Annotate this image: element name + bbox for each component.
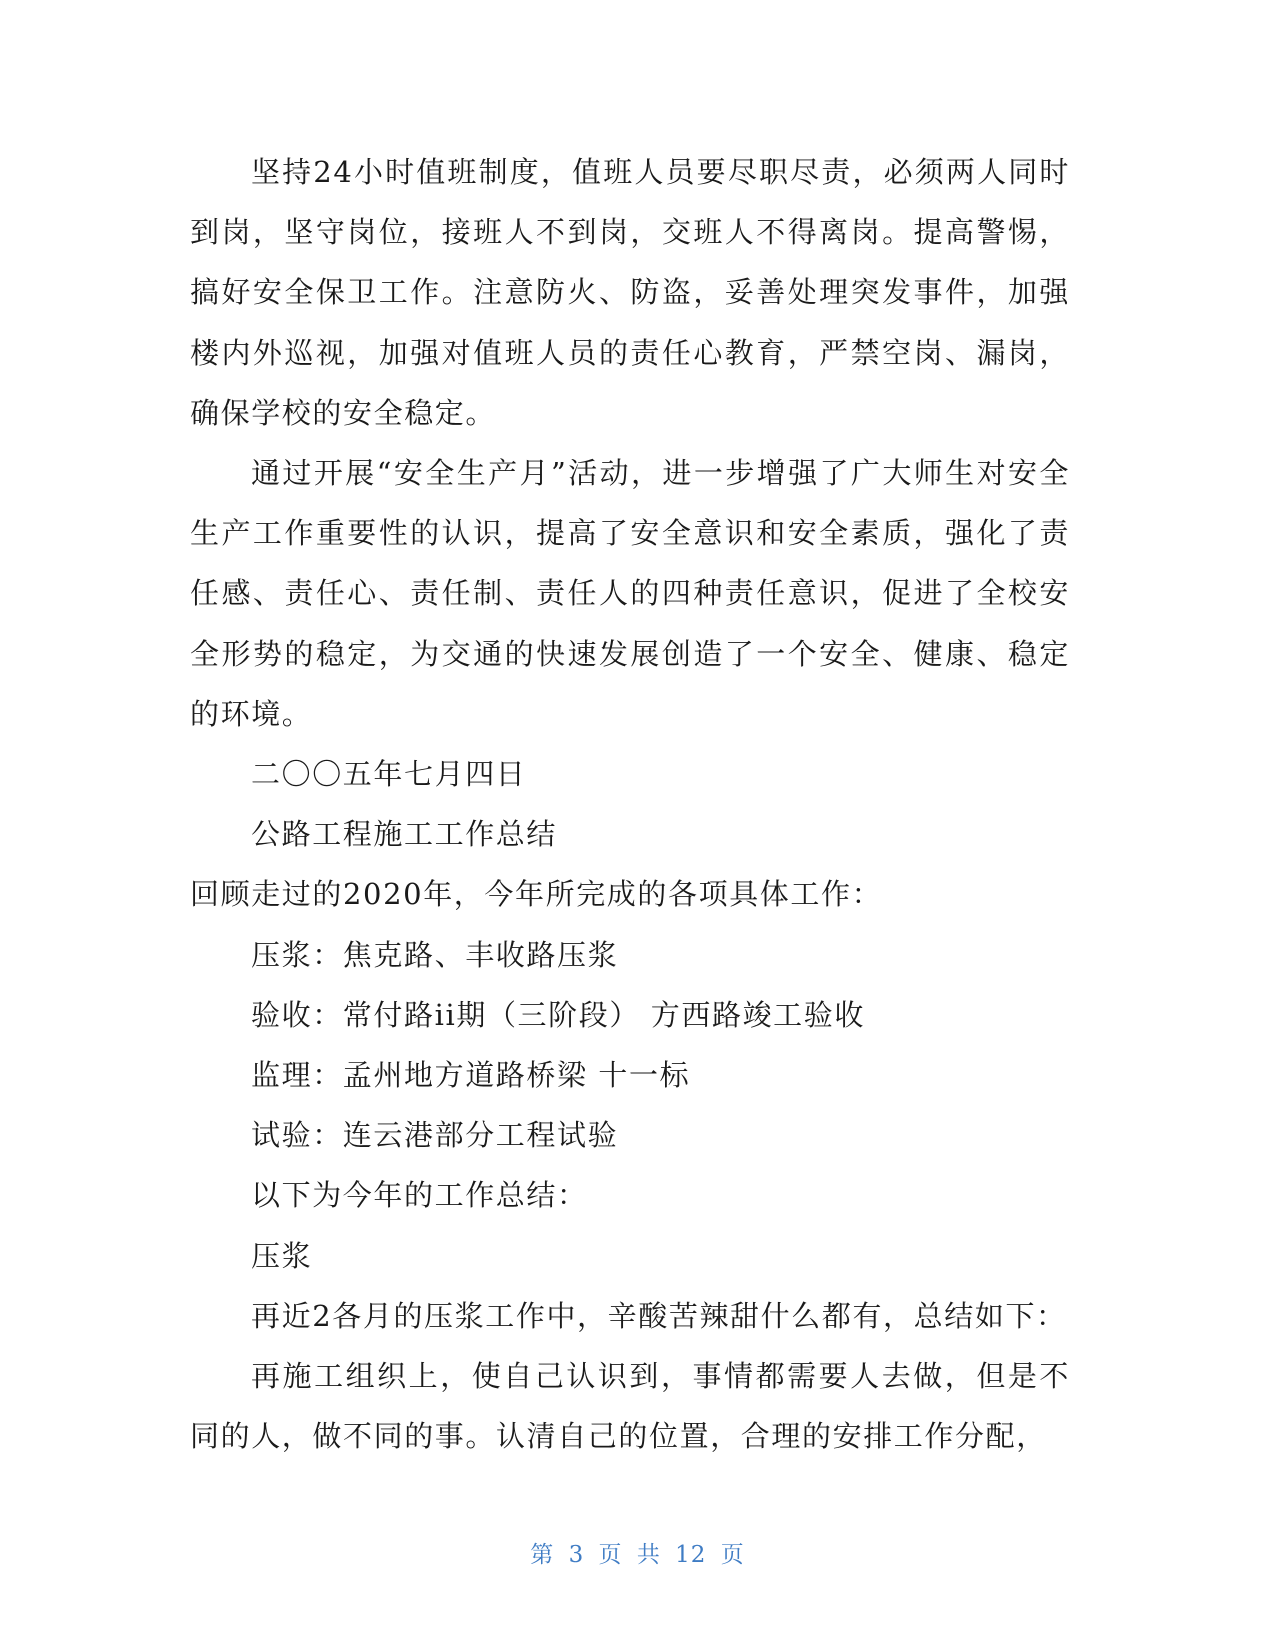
paragraph-date: 二〇〇五年七月四日 bbox=[251, 757, 527, 792]
document-body bbox=[190, 142, 1070, 1466]
page-number-footer: 第 3 页 共 12 页 bbox=[530, 1542, 745, 1568]
list-item-acceptance: 验收：常付路ii期（三阶段） 方西路竣工验收 bbox=[251, 997, 865, 1032]
subheading-grouting: 压浆 bbox=[251, 1238, 313, 1273]
paragraph-duty-system: 坚持24小时值班制度，值班人员要尽职尽责，必须两人同时到岗，坚守岗位，接班人不到岗，交班人不得离岗。提高警惕，搞好安全保卫工作。注意防火、防盗，妥善处理突发事件，加强楼内外巡视，加强对值班人员的责任心教育，严禁空岗、漏岗，确保学校的安全稳定。 bbox=[190, 155, 1070, 430]
paragraph-safety-month: 通过开展“安全生产月”活动，进一步增强了广大师生对安全生产工作重要性的认识，提高了安全意识和安全素质，强化了责任感、责任心、责任制、责任人的四种责任意识，促进了全校安全形势的稳定，为交通的快速发展创造了一个安全、健康、稳定的环境。 bbox=[190, 456, 1070, 731]
list-item-testing: 试验：连云港部分工程试验 bbox=[251, 1118, 619, 1153]
section-title: 公路工程施工工作总结 bbox=[251, 817, 558, 852]
list-item-supervision: 监理：孟州地方道路桥梁 十一标 bbox=[251, 1058, 691, 1093]
paragraph-summary-intro: 以下为今年的工作总结： bbox=[251, 1178, 588, 1213]
list-item-grouting: 压浆：焦克路、丰收路压浆 bbox=[251, 937, 619, 972]
paragraph-grouting-summary: 再近2各月的压浆工作中，辛酸苦辣甜什么都有，总结如下： bbox=[251, 1298, 1067, 1333]
paragraph-review: 回顾走过的2020年，今年所完成的各项具体工作： bbox=[190, 877, 883, 912]
paragraph-organization: 再施工组织上，使自己认识到，事情都需要人去做，但是不同的人，做不同的事。认清自己的位置，合理的安排工作分配， bbox=[190, 1359, 1070, 1454]
